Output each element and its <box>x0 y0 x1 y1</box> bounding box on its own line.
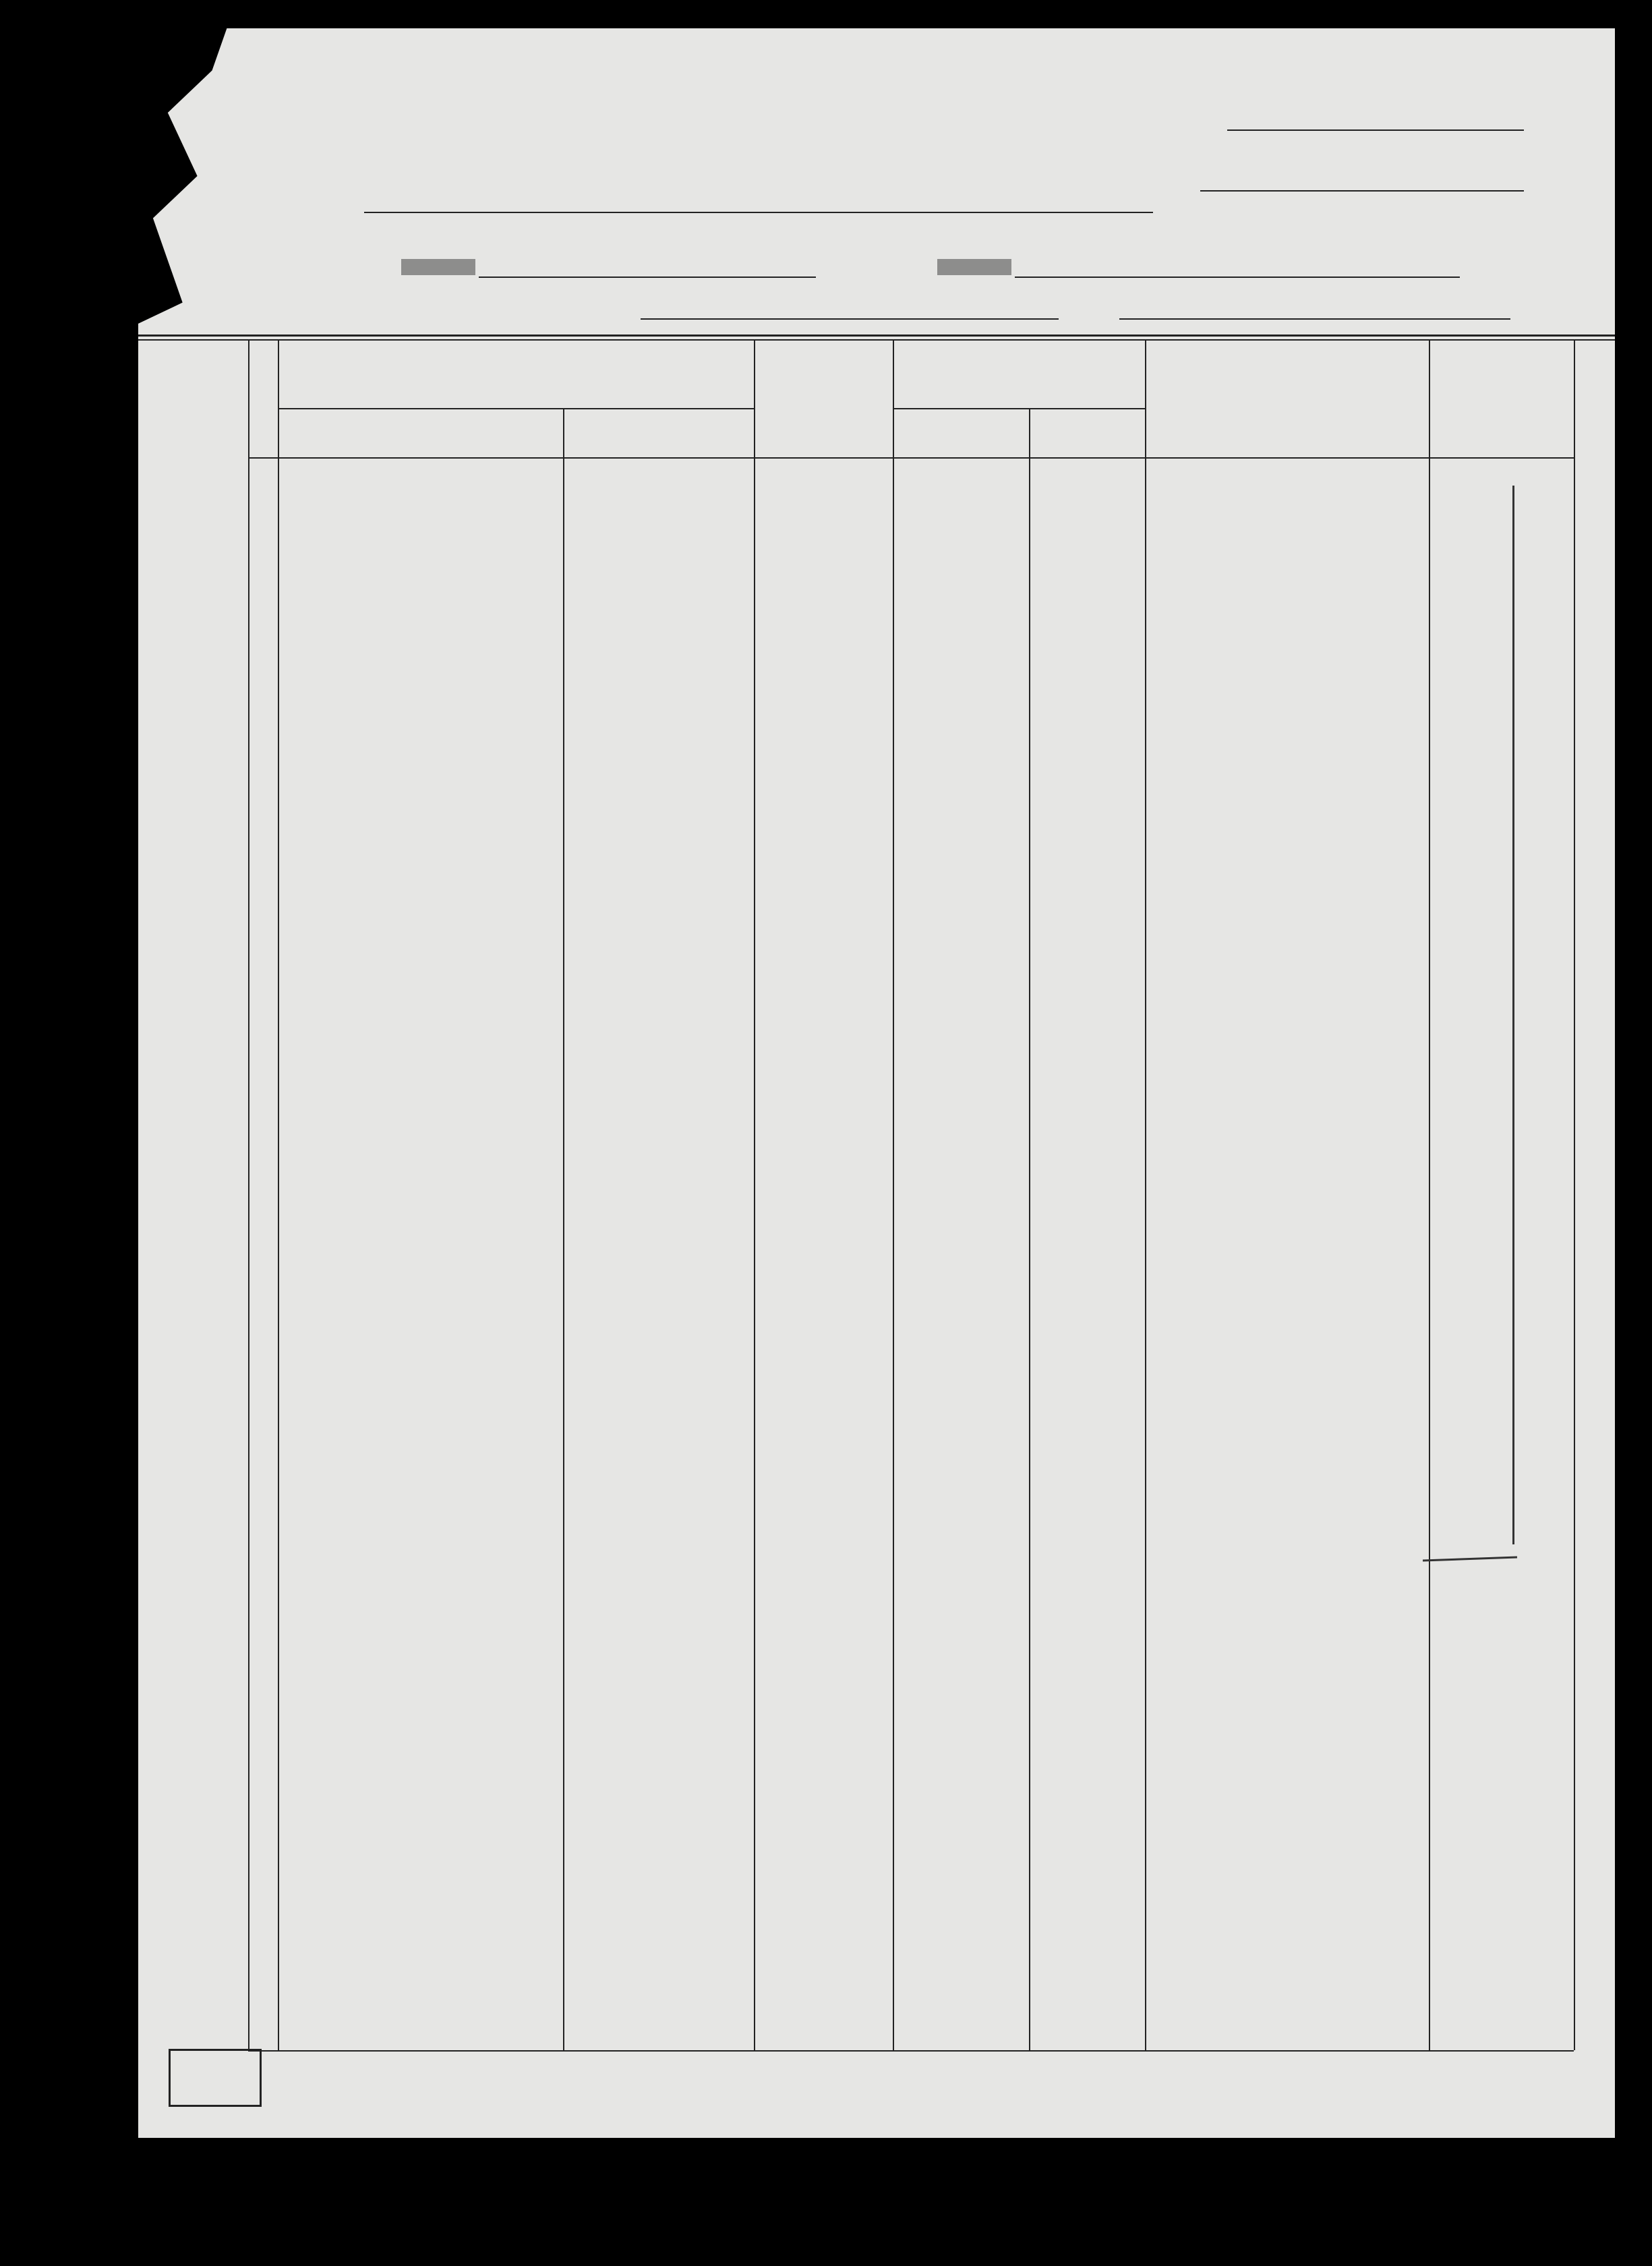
crossed-out-word-2 <box>937 259 1011 275</box>
total-box <box>169 2049 262 2107</box>
crossed-out-word <box>401 259 475 275</box>
table-top-rule <box>138 335 1615 337</box>
col5-handdrawn-line <box>1512 486 1514 1544</box>
crew-list-form <box>138 28 1615 2138</box>
